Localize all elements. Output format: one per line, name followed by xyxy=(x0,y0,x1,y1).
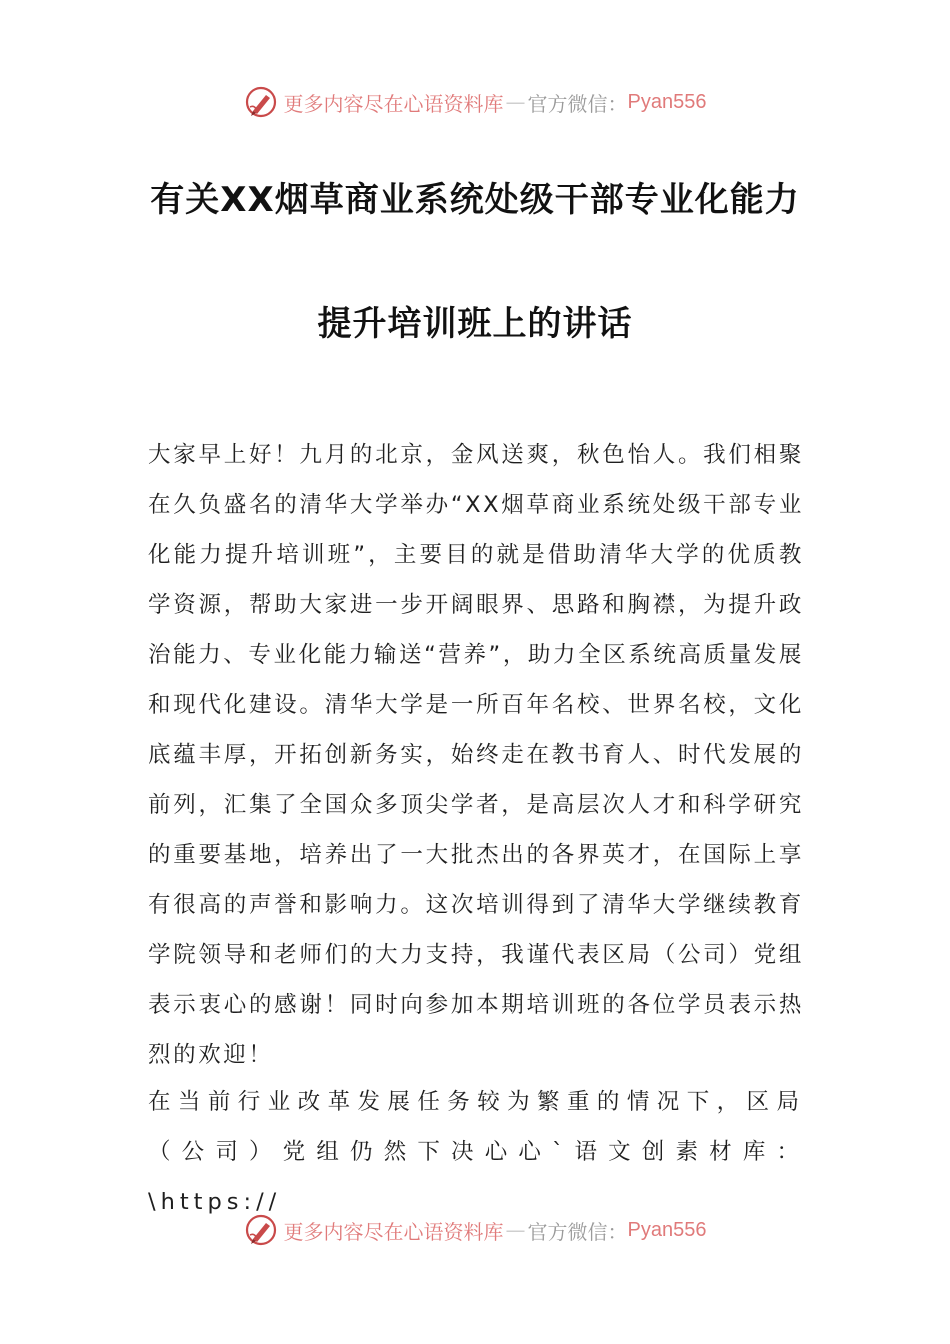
body-paragraph-2: 在当前行业改革发展任务较为繁重的情况下，区局（公司）党组仍然下决心心`语文创素材库：\https:// xyxy=(148,1089,804,1215)
wechat-label: 官方微信： xyxy=(527,91,628,116)
wechat-label: 官方微信： xyxy=(527,1219,628,1244)
wechat-id: Pyan556 xyxy=(627,90,707,113)
document-title-line1: 有关XX烟草商业系统处级干部专业化能力 xyxy=(150,180,800,220)
wechat-id: Pyan556 xyxy=(627,1218,707,1241)
header-banner xyxy=(0,82,950,122)
document-title-line2: 提升培训班上的讲话 xyxy=(317,304,633,344)
pen-logo-icon xyxy=(244,1213,278,1247)
banner-dash: — xyxy=(505,90,526,114)
footer-banner xyxy=(0,1210,950,1250)
pen-logo-icon xyxy=(244,85,278,119)
body-paragraph-1: 大家早上好！九月的北京，金风送爽，秋色怡人。我们相聚在久负盛名的清华大学举办“XX烟草商业系统处级干部专业化能力提升培训班”，主要目的就是借助清华大学的优质教学资源，帮助大家进一步开阔眼界、思路和胸襟，为提升政治能力、专业化能力输送“营养”，助力全区系统高质量发展和现代化建设。清华大学是一所百年名校、世界名校，文化底蕴丰厚，开拓创新务实，始终走在教书育人、时代发展的前列，汇集了全国众多顶尖学者，是高层次人才和科学研究的重要基地，培养出了一大批杰出的各界英才，在国际上享有很高的声誉和影响力。这次培训得到了清华大学继续教育学院领导和老师们的大力支持，我谨代表区局（公司）党组表示衷心的感谢！同时向参加本期培训班的各位学员表示热烈的欢迎！ xyxy=(148,442,805,1068)
banner-dash: — xyxy=(505,1218,526,1242)
banner-tagline: 更多内容尽在心语资料库 xyxy=(283,1219,504,1244)
banner-tagline: 更多内容尽在心语资料库 xyxy=(283,91,504,116)
